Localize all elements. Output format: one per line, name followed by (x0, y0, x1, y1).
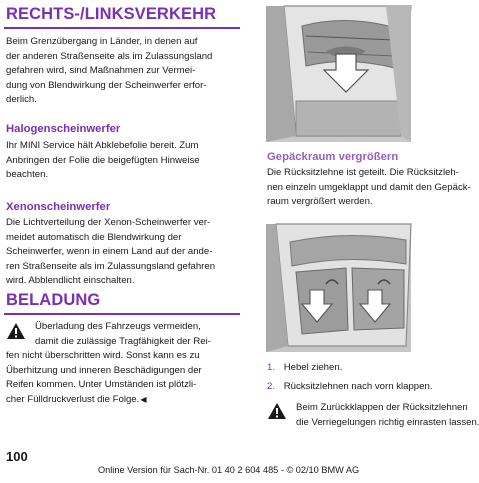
title-underline (4, 27, 240, 29)
warning-line: Überhitzung und inneren Beschädigungen der (6, 364, 202, 376)
warning-line: damit die zulässige Tragfähigkeit der Rei- (35, 335, 211, 347)
loading-heading: BELADUNG (6, 291, 101, 309)
right-line: nen einzeln umgeklappt und damit den Gepäck- (267, 181, 471, 193)
xenon-line: Die Lichtverteilung der Xenon-Scheinwerfer ver- (6, 217, 211, 228)
xenon-line: wird. Abblendlicht einschalten. (6, 275, 135, 287)
right-warning-line: die Verriegelungen richtig einrasten lassen. (296, 416, 479, 428)
footer-text: Online Version für Sach-Nr. 01 40 2 604 485 - © 02/10 BMW AG (98, 465, 360, 475)
warning-icon (6, 322, 26, 340)
halogen-line: Ihr MINI Service hält Abklebefolie bereit. Zum (6, 140, 199, 151)
arrow-down-icon (302, 290, 332, 322)
xenon-line: Scheinwerfer, wenn in einem Land auf der ande- (6, 246, 213, 258)
intro-paragraph (6, 35, 251, 108)
step-number: 1. (267, 362, 276, 373)
right-warning-line: Beim Zurückklappen der Rücksitzlehnen (296, 402, 468, 413)
intro-line: dung von Blendwirkung der Scheinwerfer erfor- (6, 79, 207, 91)
loading-warning-body (6, 349, 256, 407)
arrow-down-icon (324, 54, 368, 92)
trunk-photo-bottom (266, 224, 411, 352)
arrow-down-icon (360, 290, 390, 322)
step-text: Hebel ziehen. (283, 362, 343, 373)
warning-line: fen nicht überschritten wird. Sonst kann es zu (6, 350, 200, 361)
warning-icon (267, 402, 287, 420)
step-number: 2. (267, 381, 276, 392)
right-line: raum vergrößert werden. (267, 196, 373, 208)
end-arrow-icon: ◀ (140, 394, 147, 404)
xenon-line: meidet automatisch die Blendwirkung der (6, 231, 182, 243)
section-title: RECHTS-/LINKSVERKEHR (6, 5, 217, 23)
warning-line: cher Fülldruckverlust die Folge. (6, 393, 140, 405)
loading-warning-head (35, 320, 255, 349)
intro-line: gefahren wird, sind Maßnahmen zur Vermei- (6, 65, 196, 77)
right-warning (296, 401, 479, 430)
intro-line: Beim Grenzübergang in Länder, in denen auf (6, 36, 198, 47)
intro-line: derlich. (6, 94, 37, 106)
xenon-heading: Xenonscheinwerfer (6, 201, 111, 213)
loading-underline (4, 313, 240, 315)
right-paragraph (267, 166, 471, 210)
step-1 (267, 361, 342, 376)
intro-line: der anderen Straßenseite als im Zulassungsland (6, 50, 213, 62)
halogen-line: beachten. (6, 169, 49, 181)
halogen-heading: Halogenscheinwerfer (6, 123, 121, 135)
warning-line: Überladung des Fahrzeugs vermeiden, (35, 321, 201, 332)
halogen-paragraph (6, 139, 251, 183)
warning-line: Reifen kommen. Unter Umständen ist plötzli- (6, 379, 197, 391)
step-text: Rücksitzlehnen nach vorn klappen. (283, 381, 433, 392)
xenon-paragraph (6, 216, 251, 289)
trunk-photo-top (266, 6, 411, 142)
right-line: Die Rücksitzlehne ist geteilt. Die Rücksitzleh- (267, 167, 459, 178)
step-2 (267, 380, 432, 395)
right-subtitle: Gepäckraum vergrößern (267, 151, 399, 163)
halogen-line: Anbringen der Folie die beigefügten Hinweise (6, 154, 200, 166)
xenon-line: ren Straßenseite als im Zulassungsland gefahren (6, 260, 216, 272)
page-number: 100 (6, 449, 28, 464)
